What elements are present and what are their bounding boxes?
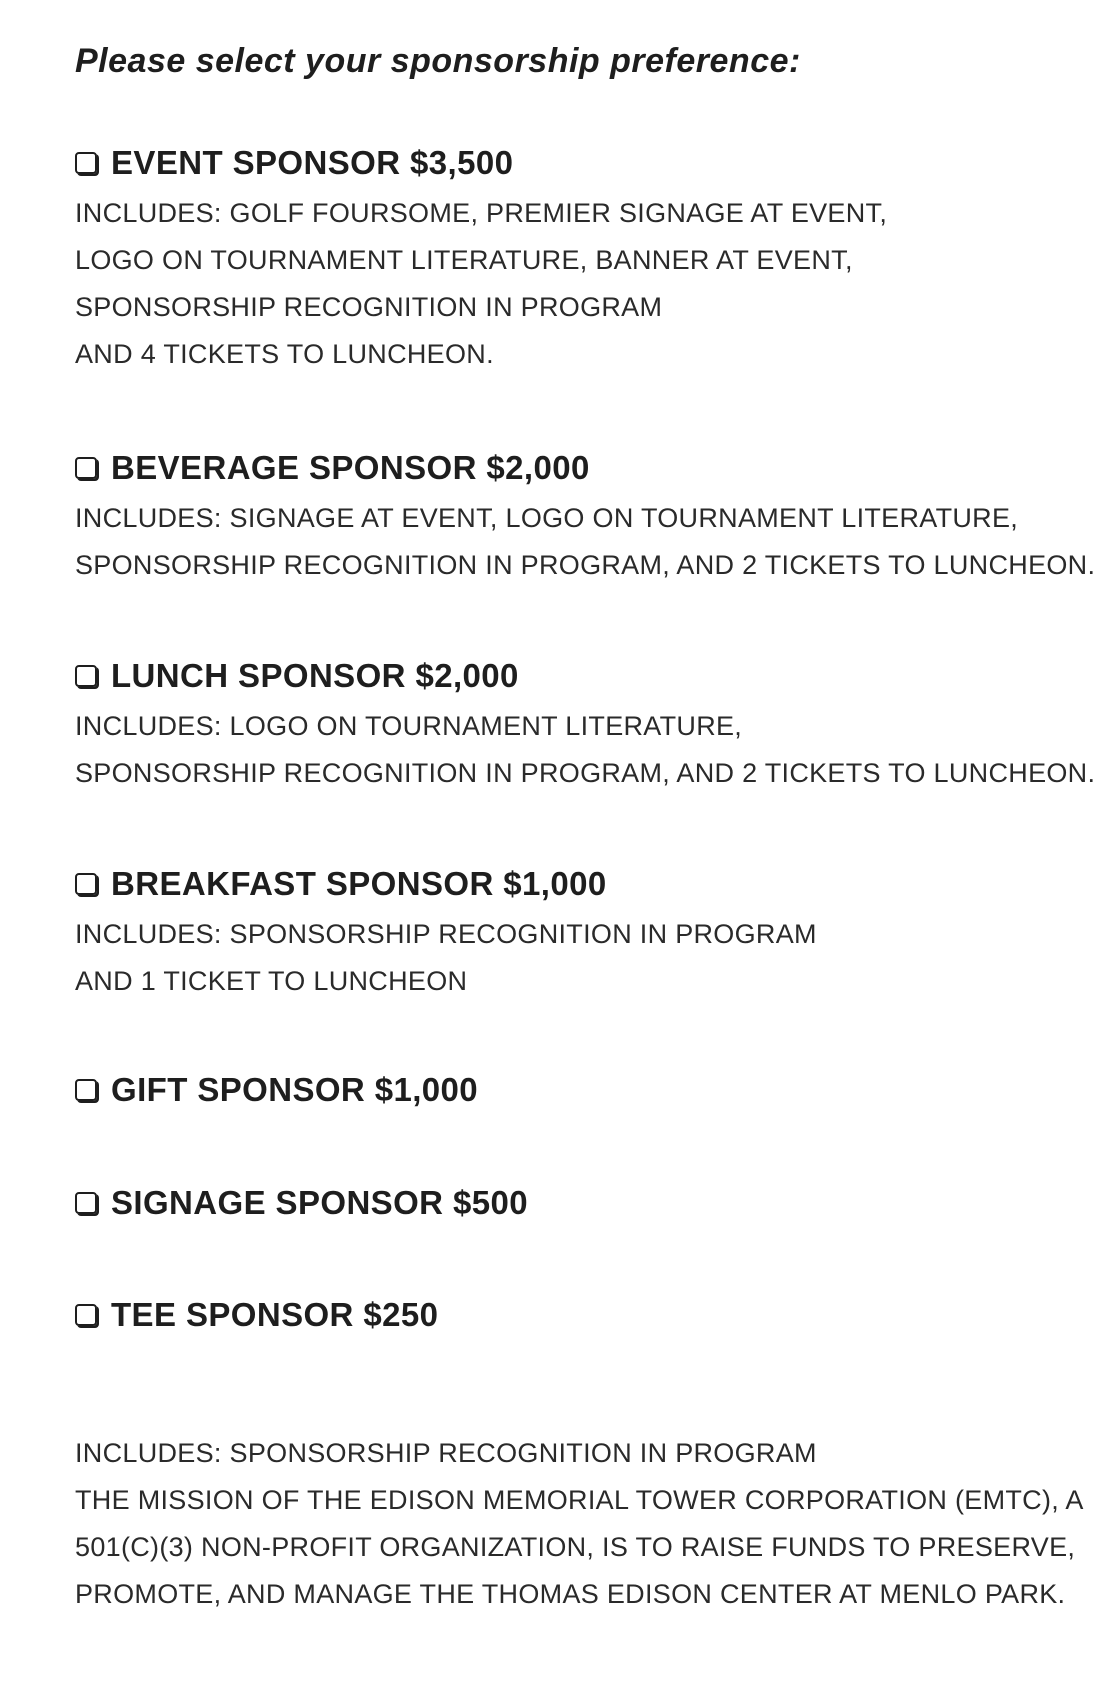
description-line: INCLUDES: SPONSORSHIP RECOGNITION IN PROGRAM [75, 919, 817, 949]
option-title[interactable] [75, 653, 1075, 699]
option-title[interactable] [75, 445, 1075, 491]
form-heading: Please select your sponsorship preference: [75, 42, 801, 80]
option-description [75, 190, 1075, 378]
event-sponsor-checkbox[interactable] [75, 152, 97, 174]
description-line: AND 1 TICKET TO LUNCHEON [75, 966, 468, 996]
option-event-sponsor [75, 140, 1075, 378]
description-line: AND 4 TICKETS TO LUNCHEON. [75, 339, 494, 369]
option-label: BEVERAGE SPONSOR $2,000 [111, 449, 590, 486]
description-line: INCLUDES: SIGNAGE AT EVENT, LOGO ON TOURNAMENT LITERATURE, [75, 503, 1019, 533]
option-lunch-sponsor [75, 653, 1096, 797]
description-line: INCLUDES: LOGO ON TOURNAMENT LITERATURE, [75, 711, 743, 741]
description-line: INCLUDES: GOLF FOURSOME, PREMIER SIGNAGE AT EVENT, [75, 198, 888, 228]
option-title[interactable] [75, 861, 1075, 907]
option-label: LUNCH SPONSOR $2,000 [111, 657, 519, 694]
signage-sponsor-checkbox[interactable] [75, 1192, 97, 1214]
option-title[interactable] [75, 1180, 1075, 1226]
option-tee-sponsor [75, 1292, 1075, 1338]
option-signage-sponsor [75, 1180, 1075, 1226]
option-description [75, 911, 1075, 1005]
option-description [75, 495, 1096, 589]
option-beverage-sponsor [75, 445, 1096, 589]
beverage-sponsor-checkbox[interactable] [75, 457, 97, 479]
option-gift-sponsor [75, 1067, 1075, 1113]
footer-line: PROMOTE, AND MANAGE THE THOMAS EDISON CENTER AT MENLO PARK. [75, 1579, 1066, 1609]
description-line: LOGO ON TOURNAMENT LITERATURE, BANNER AT EVENT, [75, 245, 853, 275]
option-description [75, 703, 1096, 797]
footer-line: INCLUDES: SPONSORSHIP RECOGNITION IN PROGRAM [75, 1438, 817, 1468]
option-label: EVENT SPONSOR $3,500 [111, 144, 514, 181]
description-line: SPONSORSHIP RECOGNITION IN PROGRAM [75, 292, 663, 322]
description-line: SPONSORSHIP RECOGNITION IN PROGRAM, AND 2 TICKETS TO LUNCHEON. [75, 758, 1096, 788]
option-label: BREAKFAST SPONSOR $1,000 [111, 865, 607, 902]
footer-line: 501(C)(3) NON-PROFIT ORGANIZATION, IS TO RAISE FUNDS TO PRESERVE, [75, 1532, 1076, 1562]
option-title[interactable] [75, 1292, 1075, 1338]
option-title[interactable] [75, 1067, 1075, 1113]
mission-statement [75, 1430, 1084, 1618]
tee-sponsor-checkbox[interactable] [75, 1304, 97, 1326]
gift-sponsor-checkbox[interactable] [75, 1079, 97, 1101]
lunch-sponsor-checkbox[interactable] [75, 665, 97, 687]
description-line: SPONSORSHIP RECOGNITION IN PROGRAM, AND 2 TICKETS TO LUNCHEON. [75, 550, 1096, 580]
option-breakfast-sponsor [75, 861, 1075, 1005]
option-label: SIGNAGE SPONSOR $500 [111, 1184, 528, 1221]
footer-line: THE MISSION OF THE EDISON MEMORIAL TOWER CORPORATION (EMTC), A [75, 1485, 1084, 1515]
option-title[interactable] [75, 140, 1075, 186]
option-label: TEE SPONSOR $250 [111, 1296, 439, 1333]
breakfast-sponsor-checkbox[interactable] [75, 873, 97, 895]
option-label: GIFT SPONSOR $1,000 [111, 1071, 479, 1108]
